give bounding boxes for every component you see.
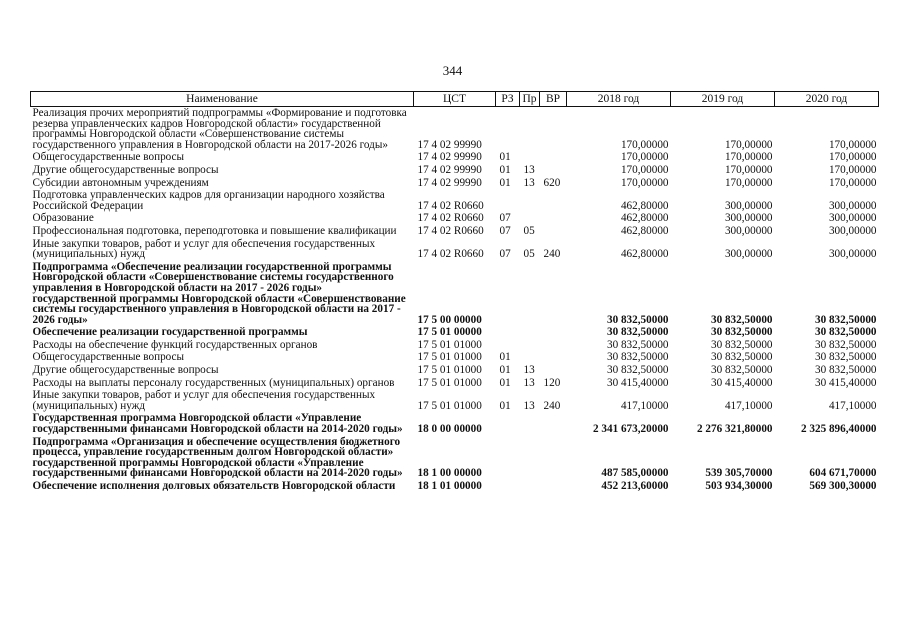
cell-vr [540,225,567,238]
cell-name: Реализация прочих мероприятий подпрограммы «Формирование и подготовка резерва управленческих кадров Новгородской области» государственной программы Новгородской области «Совершенствование системы государственного управления в Новгородской области на 2017-2026 годы» [32,107,407,151]
table-row [31,212,879,225]
cell-y2020: 30 832,50000 [814,364,877,377]
cell-name: Общегосударственные вопросы [32,151,185,164]
table-row [31,389,879,412]
cell-cst: 17 4 02 R0660 [417,199,484,212]
header-row [31,92,879,107]
cell-y2019: 30 832,50000 [710,364,773,377]
cell-rz [496,189,520,212]
cell-cst: 17 5 00 00000 [417,313,482,326]
cell-y2018: 30 832,50000 [606,313,669,326]
cell-y2018: 30 832,50000 [606,338,669,351]
cell-cst: 17 5 01 01000 [417,364,482,377]
cell-y2020: 417,10000 [828,399,877,412]
cell-name: Обеспечение реализации государственной программы [32,326,308,339]
cell-pr [520,212,540,225]
table-row [31,164,879,177]
cell-vr [540,261,567,327]
cell-vr [540,339,567,352]
cell-vr [540,412,567,435]
cell-y2019: 170,00000 [724,151,773,164]
cell-rz: 07 [499,248,511,261]
cell-cst: 17 5 01 01000 [417,399,482,412]
cell-name: Подготовка управленческих кадров для организации народного хозяйства Российской Федерации [32,189,385,212]
cell-cst: 17 4 02 99990 [417,138,482,151]
cell-y2019: 300,00000 [724,212,773,225]
table-row [31,107,879,152]
cell-rz [496,326,520,339]
cell-rz: 01 [499,151,511,164]
cell-cst: 18 1 00 00000 [417,467,482,480]
cell-name: Подпрограмма «Обеспечение реализации государственной программы Новгородской области «Совершенствование системы государственного управления в Новгородской области на 2017 - 2026 годы» государственной программы Новгородской области «Совершенствование системы государственного управления в Новгородской области на 2017 - 2026 годы» [32,260,406,326]
cell-name: Иные закупки товаров, работ и услуг для обеспечения государственных (муниципальных) нужд [32,237,376,261]
cell-vr: 240 [543,248,561,261]
cell-y2020: 30 832,50000 [814,326,877,339]
cell-pr [520,436,540,480]
cell-y2019: 300,00000 [724,248,773,261]
cell-name: Субсидии автономным учреждениям [32,176,209,189]
table-body [31,107,879,493]
cell-y2019: 170,00000 [724,176,773,189]
cell-name: Государственная программа Новгородской области «Управление государственными финансами Новгородской области на 2014-2020 годы» [32,412,403,436]
cell-y2018: 487 585,00000 [601,467,669,480]
cell-y2019: 300,00000 [724,199,773,212]
table-row [31,377,879,390]
cell-vr [540,326,567,339]
cell-y2018: 170,00000 [620,176,669,189]
cell-y2018: 462,80000 [620,224,669,237]
cell-y2018: 462,80000 [620,212,669,225]
cell-y2020: 300,00000 [828,248,877,261]
table-row [31,364,879,377]
cell-pr [520,412,540,435]
cell-y2020: 170,00000 [828,151,877,164]
cell-pr: 13 [523,163,535,176]
cell-pr [520,261,540,327]
table-row [31,189,879,212]
table-row [31,177,879,190]
cell-y2018: 2 341 673,20000 [592,423,669,436]
cell-pr: 13 [523,176,535,189]
cell-pr [520,326,540,339]
cell-name: Образование [32,212,94,225]
cell-cst: 17 4 02 R0660 [417,224,484,237]
header-2020: 2020 год [775,92,879,107]
cell-y2020: 300,00000 [828,212,877,225]
cell-y2018: 30 832,50000 [606,364,669,377]
cell-y2020: 2 325 896,40000 [800,423,877,436]
cell-pr [520,107,540,152]
cell-y2019: 503 934,30000 [705,480,773,492]
cell-y2019: 539 305,70000 [705,467,773,480]
cell-rz: 01 [499,376,511,389]
cell-vr [540,480,567,493]
cell-y2018: 170,00000 [620,163,669,176]
cell-y2019: 30 832,50000 [710,326,773,339]
cell-y2020: 30 832,50000 [814,351,877,364]
header-pr: Пр [520,92,540,107]
cell-rz: 01 [499,351,511,364]
cell-cst: 17 4 02 99990 [417,163,482,176]
cell-y2020: 30 415,40000 [814,376,877,389]
cell-y2020: 170,00000 [828,163,877,176]
cell-rz: 01 [499,399,511,412]
cell-y2020: 569 300,30000 [809,480,877,492]
cell-y2018: 170,00000 [620,138,669,151]
table-row [31,261,879,327]
cell-y2020: 30 832,50000 [814,338,877,351]
cell-vr: 620 [543,176,561,189]
cell-cst: 17 5 01 01000 [417,351,482,364]
cell-rz [496,261,520,327]
cell-pr [520,151,540,164]
header-rz: РЗ [496,92,520,107]
cell-y2018: 452 213,60000 [601,480,669,492]
table-row [31,480,879,493]
cell-y2018: 30 832,50000 [606,326,669,339]
cell-name: Подпрограмма «Организация и обеспечение осуществления бюджетного процесса, управление государственным долгом Новгородской области» государственной программы Новгородской области «Управление государственными финансами Новгородской области на 2014-2020 годы» [32,435,403,480]
cell-name: Иные закупки товаров, работ и услуг для обеспечения государственных (муниципальных) нужд [32,389,376,412]
cell-y2019: 30 415,40000 [710,376,773,389]
cell-cst: 17 5 01 01000 [417,376,482,389]
table-row [31,339,879,352]
cell-pr [520,339,540,352]
cell-vr [540,107,567,152]
cell-y2018: 462,80000 [620,199,669,212]
cell-rz [496,339,520,352]
cell-cst: 17 4 02 99990 [417,151,482,164]
cell-y2018: 417,10000 [620,399,669,412]
cell-pr: 13 [523,376,535,389]
cell-rz: 07 [499,212,511,225]
cell-rz: 01 [499,176,511,189]
cell-rz [496,436,520,480]
cell-y2020: 30 832,50000 [814,313,877,326]
budget-table [30,91,879,493]
cell-y2020: 300,00000 [828,199,877,212]
cell-cst: 17 5 01 00000 [417,326,482,339]
cell-pr: 13 [523,399,535,412]
cell-vr [540,436,567,480]
header-2018: 2018 год [567,92,671,107]
cell-vr [540,164,567,177]
cell-y2018: 30 832,50000 [606,351,669,364]
cell-y2019: 417,10000 [724,399,773,412]
cell-name: Расходы на выплаты персоналу государственных (муниципальных) органов [32,376,395,389]
cell-vr [540,351,567,364]
cell-name: Обеспечение исполнения долговых обязательств Новгородской области [32,480,396,492]
cell-cst: 18 0 00 00000 [417,423,482,436]
cell-cst: 17 4 02 R0660 [417,212,484,225]
cell-cst: 17 5 01 01000 [417,338,482,351]
cell-name: Профессиональная подготовка, переподготовка и повышение квалификации [32,224,397,237]
cell-y2020: 170,00000 [828,176,877,189]
cell-pr: 05 [523,248,535,261]
cell-vr [540,189,567,212]
table-row [31,412,879,435]
cell-y2019: 300,00000 [724,224,773,237]
cell-cst: 18 1 01 00000 [417,480,482,492]
cell-rz: 01 [499,364,511,377]
cell-rz [496,107,520,152]
cell-y2019: 2 276 321,80000 [696,423,773,436]
cell-y2018: 462,80000 [620,248,669,261]
cell-rz: 01 [499,163,511,176]
header-vr: ВР [540,92,567,107]
cell-rz: 07 [499,224,511,237]
cell-y2019: 30 832,50000 [710,338,773,351]
header-cst: ЦСТ [414,92,496,107]
cell-vr: 120 [543,376,561,389]
cell-pr [520,189,540,212]
cell-cst: 17 4 02 R0660 [417,248,484,261]
table-header [31,92,879,107]
cell-y2018: 30 415,40000 [606,376,669,389]
cell-y2020: 170,00000 [828,138,877,151]
page-number: 344 [442,63,463,78]
table-row [31,436,879,480]
cell-vr [540,364,567,377]
cell-pr: 05 [523,224,535,237]
table-row [31,151,879,164]
cell-name: Другие общегосударственные вопросы [32,163,219,176]
cell-vr [540,151,567,164]
cell-pr [520,351,540,364]
table-row [31,351,879,364]
cell-cst: 17 4 02 99990 [417,176,482,189]
cell-name: Расходы на обеспечение функций государственных органов [32,338,318,351]
cell-y2020: 604 671,70000 [809,467,877,480]
table-row [31,225,879,238]
cell-name: Общегосударственные вопросы [32,351,185,364]
cell-name: Другие общегосударственные вопросы [32,364,219,377]
header-2019: 2019 год [671,92,775,107]
cell-rz [496,412,520,435]
header-name: Наименование [31,92,414,107]
cell-y2019: 30 832,50000 [710,313,773,326]
cell-vr: 240 [543,399,561,412]
cell-y2019: 170,00000 [724,163,773,176]
cell-pr: 13 [523,364,535,377]
cell-rz [496,480,520,493]
table-row [31,238,879,261]
table-row [31,326,879,339]
cell-y2019: 30 832,50000 [710,351,773,364]
cell-vr [540,212,567,225]
cell-y2018: 170,00000 [620,151,669,164]
cell-pr [520,480,540,493]
cell-y2020: 300,00000 [828,224,877,237]
cell-y2019: 170,00000 [724,138,773,151]
